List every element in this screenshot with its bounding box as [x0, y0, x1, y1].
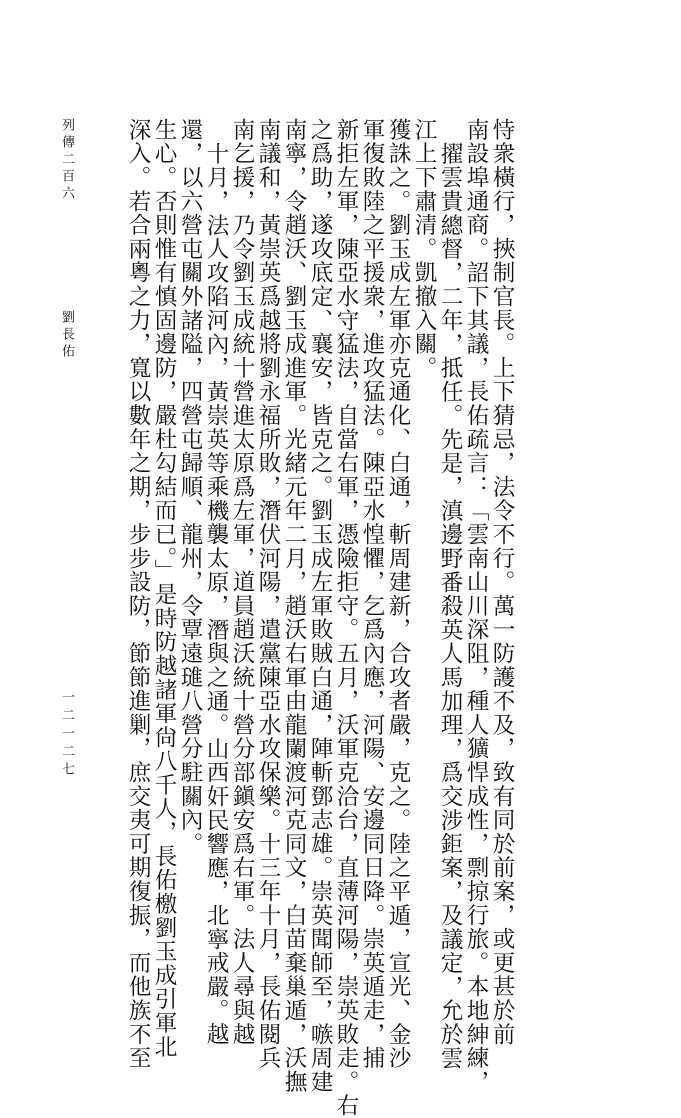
- text-column-5: 南乞援，乃令劉玉成統十營進太原爲左軍，道員趙沃統十營分部鎭安爲右軍。法人尋與越: [229, 118, 255, 1047]
- running-header-section: 列傳二百六: [59, 118, 74, 203]
- text-column-15: 恃衆橫行，挾制官長。上下猜忌，法令不行。萬一防護不及，致有同於前案，或更甚於前: [489, 118, 515, 1047]
- running-header-chapter: 劉長佑: [59, 310, 74, 361]
- text-column-1: 深入。若合兩粵之力，寬以數年之期，步步設防，節節進剿，庶交夷可期復振，而他族不至: [125, 118, 151, 1070]
- text-column-9: 新拒左軍，陳亞水守猛法，自當右軍，憑險拒守。五月，沃軍克洽台，直薄河陽，崇英敗走。右: [333, 118, 359, 1118]
- text-column-10: 軍復敗陸之平援衆，進攻猛法。陳亞水惶懼，乞爲內應，河陽、安邊同日降。崇英遁走，捕: [359, 118, 385, 1070]
- text-column-4: 十月，法人攻陷河內，黃崇英等乘機襲太原，潛與之通。山西奸民響應，北寧戒嚴。越: [203, 142, 229, 1047]
- text-column-7: 南寧，令趙沃、劉玉成進軍。光緒元年二月，趙沃右軍由龍闌渡河克同文，白苗棄巢遁，沃撫: [281, 118, 307, 1094]
- text-column-12: 江上下肅清。凱撤入關。: [411, 118, 437, 380]
- text-column-2: 生心。否則惟有慎固邊防，嚴杜勾結而已。」是時防越諸軍尙八千人，長佑檄劉玉成引軍北: [151, 118, 177, 1059]
- text-column-11: 獲誅之。劉玉成左軍亦克通化、白通，斬周建新，合攻者嚴，克之。陸之平遁，宣光、金沙: [385, 118, 411, 1070]
- text-column-13: 擢雲貴總督，二年，抵任。先是，滇邊野番殺英人馬加理，爲交涉鉅案，及議定，允於雲: [437, 142, 463, 1071]
- text-column-14: 南設埠通商。詔下其議，長佑疏言：「雲南山川深阻，種人獷悍成性，剽掠行旅。本地紳練，: [463, 118, 489, 1094]
- text-column-6: 南議和，黃崇英爲越將劉永福所敗，潛伏河陽，遣黨陳亞水攻保樂。十三年十月，長佑閱兵: [255, 118, 281, 1070]
- page-number: 一二一二七: [59, 690, 74, 780]
- text-column-8: 之爲助，遂攻底定、襄安，皆克之。劉玉成左軍敗賊白通，陣斬鄧志雄。崇英聞師至，嗾周建: [307, 118, 333, 1094]
- text-column-3: 還，以六營屯關外諸隘，四營屯歸順、龍州，令覃遠璡八營分駐關內。: [177, 118, 203, 856]
